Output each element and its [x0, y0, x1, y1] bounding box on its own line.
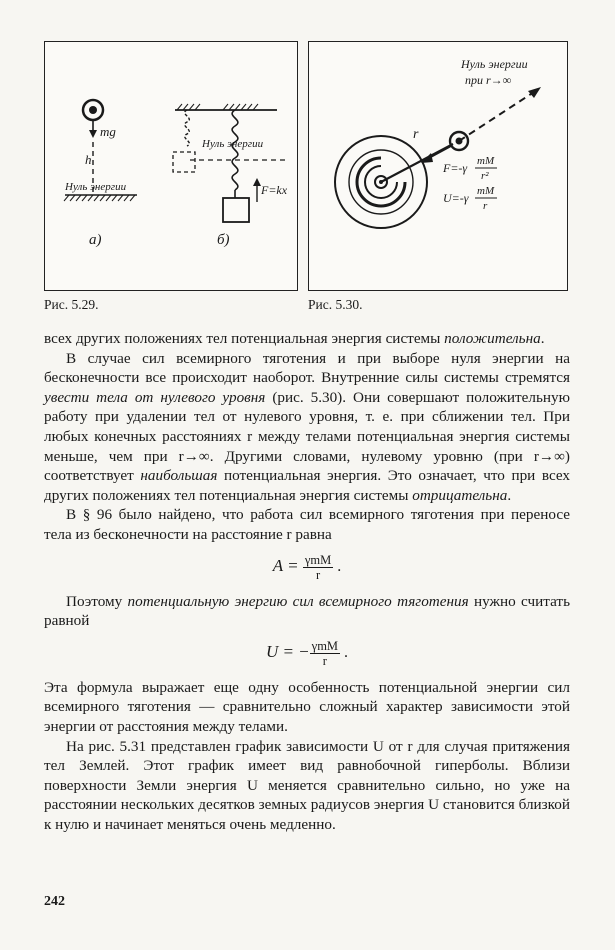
arrow-F [421, 153, 433, 163]
label-force: F=kx [261, 183, 288, 197]
page-number: 242 [44, 894, 65, 909]
arrow-force [253, 178, 261, 186]
formula-energy-denominator: r [322, 653, 327, 668]
paragraph-1: всех других положениях тел потенциальная энергия системы положительна. [44, 330, 545, 347]
paragraph-5: Эта формула выражает еще одну особенность потенциальной энергии сил всемирного тяготения — сравнительно сложный характер зависимости этой энергии от расстояния между телами. [44, 678, 570, 735]
label-U-lhs: U=-γ [443, 191, 469, 205]
label-zero-line1: Нуль энергии [461, 57, 528, 71]
body-text [44, 329, 570, 834]
paragraph-3: В § 96 было найдено, что работа сил всемирного тяготения при переносе тела из бесконечности на расстояние r равна [44, 506, 570, 543]
label-sub-a: а) [89, 232, 102, 248]
paragraph-2: В случае сил всемирного тяготения и при выборе нуля энергии на бесконечности все происходит наоборот. Внутренние силы системы стремятся увести тела от нулевого уровня (рис. 5.30). Они совершают положительную работу при удалении тел от нулевого уровня, т. е. при сближении тел. При любых конечных расстояниях r между телами потенциальная энергия системы меньше, чем при r→∞. Другими словами, нулевому уровню (при r→∞) соответствует наибольшая потенциальная энергия. Это означает, что при всех других положениях тел потенциальная энергия системы отрицательна. [44, 349, 571, 504]
arrow-mg [89, 130, 97, 138]
label-sub-b: б) [217, 232, 230, 248]
figure-5-30-caption: Рис. 5.30. [308, 297, 363, 312]
label-zero-line2: при r→∞ [465, 73, 512, 87]
block-right [223, 198, 249, 222]
label-U-num: mM [477, 185, 495, 197]
formula-work: A = $\frac{\text{γmM}}{r}$ . [272, 552, 342, 582]
spring-left [185, 110, 190, 146]
figure-5-29 [44, 41, 298, 291]
label-mg: mg [100, 124, 116, 139]
label-F-num: mM [477, 155, 495, 167]
paragraph-6: На рис. 5.31 представлен график зависимости U от r для случая притяжения тел Землей. Этот график имеет вид равнобочной гиперболы. Вблизи поверхности Земли энергия U меняется сравнительно сильно, но уже на расстоянии нескольких десятков земных радиусов энергия U становится близкой к нулю и начинает меняться очень медленно. [44, 737, 570, 833]
figure-5-29-drawing [45, 42, 296, 289]
formula-energy: U = − $\frac{\text{γmM}}{r}$ . [265, 638, 349, 668]
label-zero-a: Нуль энергии [65, 181, 127, 193]
label-zero-b: Нуль энергии [202, 138, 264, 150]
figure-5-30 [308, 41, 568, 291]
dashed-to-infinity [459, 92, 534, 141]
figure-5-30-drawing [309, 42, 566, 289]
label-h: h [85, 152, 92, 167]
figure-5-29-caption: Рис. 5.29. [44, 297, 99, 312]
label-F-lhs: F=-γ [443, 161, 468, 175]
paragraph-4: Поэтому потенциальную энергию сил всемирного тяготения нужно считать равной [44, 592, 570, 630]
formula-work-numerator: γmM [304, 552, 332, 567]
formula-work-denominator: r [315, 567, 321, 582]
label-F-den: r² [481, 170, 489, 182]
label-r: r [413, 127, 419, 142]
label-U-den: r [483, 200, 488, 212]
block-left [173, 152, 195, 172]
spring-right [232, 110, 238, 190]
arrow-infinity [528, 87, 541, 98]
formula-energy-numerator: γmM [311, 638, 339, 653]
